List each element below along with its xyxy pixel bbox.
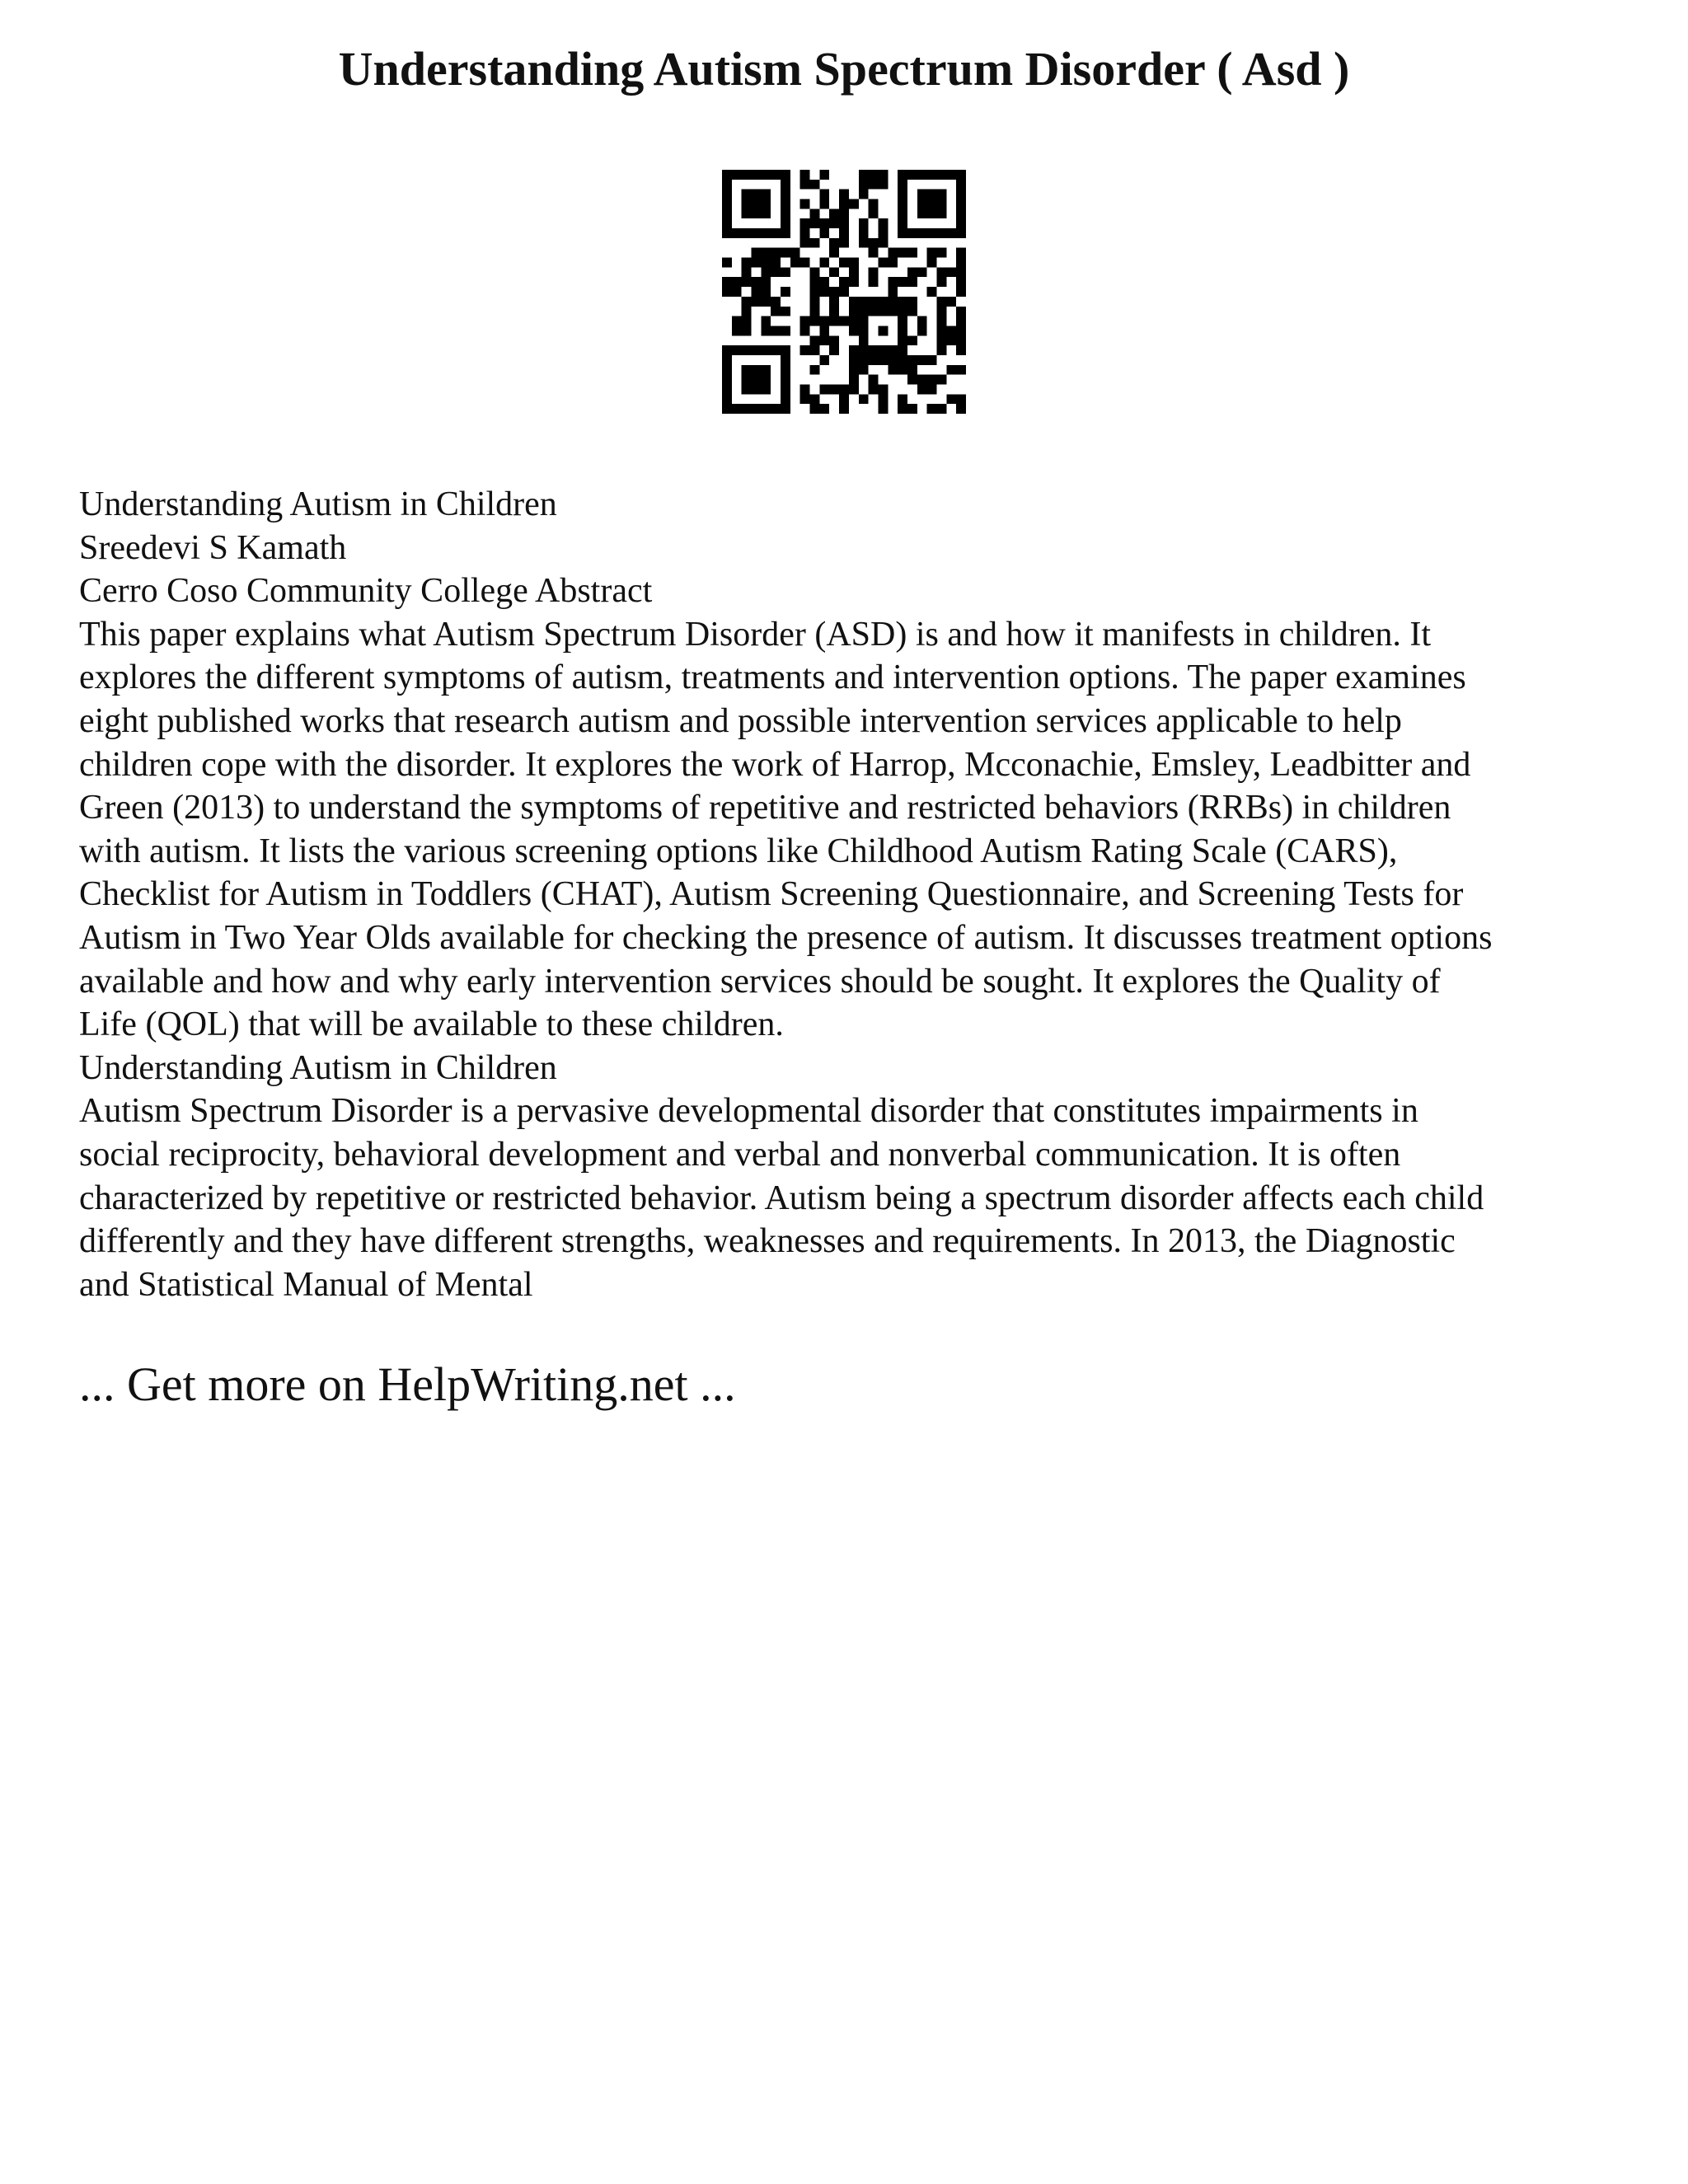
abstract-line: explores the different symptoms of autism, treatments and intervention options. The paper examines [79,658,1466,697]
paper-title: Understanding Autism in Children [79,485,557,523]
qr-code-icon [722,170,966,414]
abstract-line: Life (QOL) that will be available to these children. [79,1005,784,1044]
section-line: Autism Spectrum Disorder is a pervasive developmental disorder that constitutes impairments in [79,1092,1418,1131]
affiliation-line: Cerro Coso Community College Abstract [79,572,653,611]
abstract-line: children cope with the disorder. It explores the work of Harrop, Mcconachie, Emsley, Leadbitter and [79,745,1471,784]
section-heading: Understanding Autism in Children [79,1048,557,1087]
section-line: and Statistical Manual of Mental [79,1265,533,1304]
abstract-line: with autism. It lists the various screening options like Childhood Autism Rating Scale (CARS), [79,832,1398,870]
document-body [79,483,1620,1306]
section-line: social reciprocity, behavioral development and verbal and nonverbal communication. It is often [79,1135,1401,1174]
abstract-line: This paper explains what Autism Spectrum Disorder (ASD) is and how it manifests in children. It [79,615,1432,654]
abstract-line: Checklist for Autism in Toddlers (CHAT), Autism Screening Questionnaire, and Screening Tests for [79,875,1464,914]
abstract-line: available and how and why early intervention services should be sought. It explores the Quality of [79,962,1441,1001]
get-more-link[interactable]: ... Get more on HelpWriting.net ... [79,1357,736,1411]
page-title: Understanding Autism Spectrum Disorder ( Asd ) [338,42,1350,96]
section-line: differently and they have different strengths, weaknesses and requirements. In 2013, the Diagnostic [79,1222,1456,1261]
qr-code-graphic [722,170,966,414]
abstract-line: Autism in Two Year Olds available for checking the presence of autism. It discusses treatment options [79,918,1493,957]
author-name: Sreedevi S Kamath [79,528,347,567]
abstract-line: Green (2013) to understand the symptoms of repetitive and restricted behaviors (RRBs) in children [79,789,1451,827]
section-line: characterized by repetitive or restricted behavior. Autism being a spectrum disorder affects each child [79,1179,1484,1217]
abstract-line: eight published works that research autism and possible intervention services applicable to help [79,701,1402,740]
